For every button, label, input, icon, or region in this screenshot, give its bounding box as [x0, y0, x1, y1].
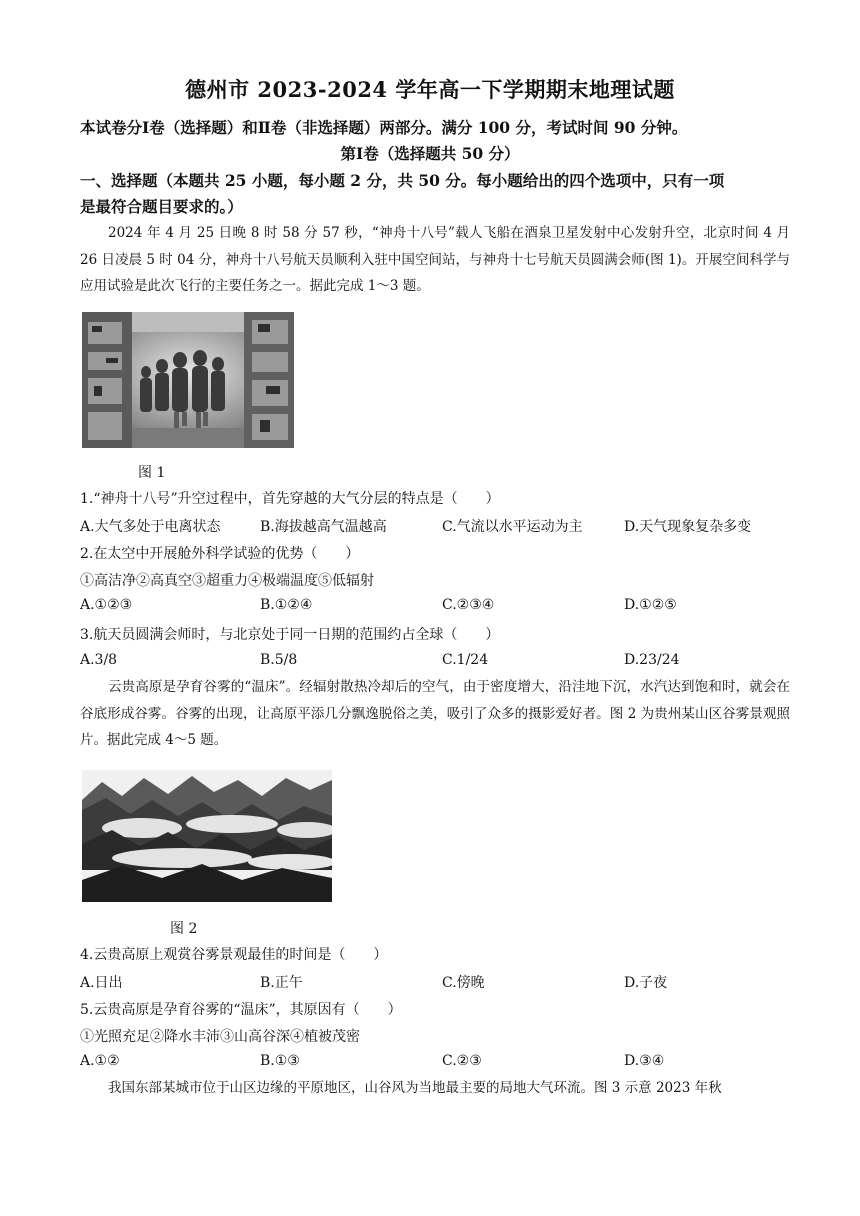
- q1-option-c[interactable]: C.气流以水平运动为主: [442, 519, 583, 535]
- q5-option-c[interactable]: C.②③: [442, 1053, 482, 1069]
- part-heading: 第Ⅰ卷（选择题共 50 分）: [340, 144, 520, 163]
- question-1: 1.“神舟十八号”升空过程中，首先穿越的大气分层的特点是（ ）: [80, 491, 500, 507]
- section-heading-line1: 一、选择题（本题共 25 小题，每小题 2 分，共 50 分。每小题给出的四个选项中，只有一项: [80, 171, 725, 190]
- passage-mountain-valley-wind: 我国东部某城市位于山区边缘的平原地区，山谷风为当地最主要的局地大气环流。图 3 示意 2023 年秋: [108, 1080, 722, 1096]
- valley-fog-photo: [82, 770, 332, 902]
- q2-option-b[interactable]: B.①②④: [260, 597, 313, 613]
- question-2-items: ①高洁净②高真空③超重力④极端温度⑤低辐射: [80, 573, 374, 589]
- q3-option-d[interactable]: D.23/24: [624, 652, 680, 668]
- space-station-photo: [82, 312, 294, 448]
- section-heading-line2: 是最符合题目要求的。）: [80, 197, 243, 216]
- q1-option-d[interactable]: D.天气现象复杂多变: [624, 519, 752, 535]
- q4-option-b[interactable]: B.正午: [260, 975, 303, 991]
- q3-option-b[interactable]: B.5/8: [260, 652, 298, 668]
- passage-valley-fog: 云贵高原是孕育谷雾的“温床”。经辐射散热冷却后的空气，由于密度增大，沿洼地下沉，水汽达到饱和时，就会在谷底形成谷雾。谷雾的出现，让高原平添几分飘逸脱俗之美，吸引了众多的摄影爱好者。图 2 为贵州某山区谷雾景观照片。据此完成 4～5 题。: [80, 679, 790, 748]
- exam-instructions: 本试卷分Ⅰ卷（选择题）和Ⅱ卷（非选择题）两部分。满分 100 分，考试时间 90 分钟。: [80, 118, 688, 137]
- q5-option-d[interactable]: D.③④: [624, 1053, 665, 1069]
- q5-option-b[interactable]: B.①③: [260, 1053, 300, 1069]
- question-2: 2.在太空中开展舱外科学试验的优势（ ）: [80, 546, 360, 562]
- page-title: 德州市 2023-2024 学年高一下学期期末地理试题: [185, 77, 675, 102]
- q1-option-b[interactable]: B.海拔越高气温越高: [260, 519, 387, 535]
- question-5: 5.云贵高原是孕育谷雾的“温床”，其原因有（ ）: [80, 1002, 402, 1018]
- q2-option-d[interactable]: D.①②⑤: [624, 597, 677, 613]
- question-3: 3.航天员圆满会师时，与北京处于同一日期的范围约占全球（ ）: [80, 627, 500, 643]
- q4-option-d[interactable]: D.子夜: [624, 975, 668, 991]
- q4-option-c[interactable]: C.傍晚: [442, 975, 485, 991]
- q3-option-c[interactable]: C.1/24: [442, 652, 489, 668]
- q5-option-a[interactable]: A.①②: [80, 1053, 120, 1069]
- q1-option-a[interactable]: A.大气多处于电离状态: [80, 519, 221, 535]
- passage-shenzhou: 2024 年 4 月 25 日晚 8 时 58 分 57 秒，“神舟十八号”载人飞船在酒泉卫星发射中心发射升空，北京时间 4 月 26 日凌晨 5 时 04 分，神舟十八号航天员顺利入驻中国空间站，与神舟十七号航天员圆满会师(图 1)。开展空间科学与应用试验是此次飞行的主要任务之一。据此完成 1～3 题。: [80, 225, 790, 294]
- figure-1-caption: 图 1: [138, 465, 166, 481]
- question-5-items: ①光照充足②降水丰沛③山高谷深④植被茂密: [80, 1029, 360, 1045]
- question-4: 4.云贵高原上观赏谷雾景观最佳的时间是（ ）: [80, 947, 388, 963]
- q4-option-a[interactable]: A.日出: [80, 975, 123, 991]
- figure-2-caption: 图 2: [170, 921, 198, 937]
- q2-option-c[interactable]: C.②③④: [442, 597, 495, 613]
- q2-option-a[interactable]: A.①②③: [80, 597, 133, 613]
- q3-option-a[interactable]: A.3/8: [80, 652, 118, 668]
